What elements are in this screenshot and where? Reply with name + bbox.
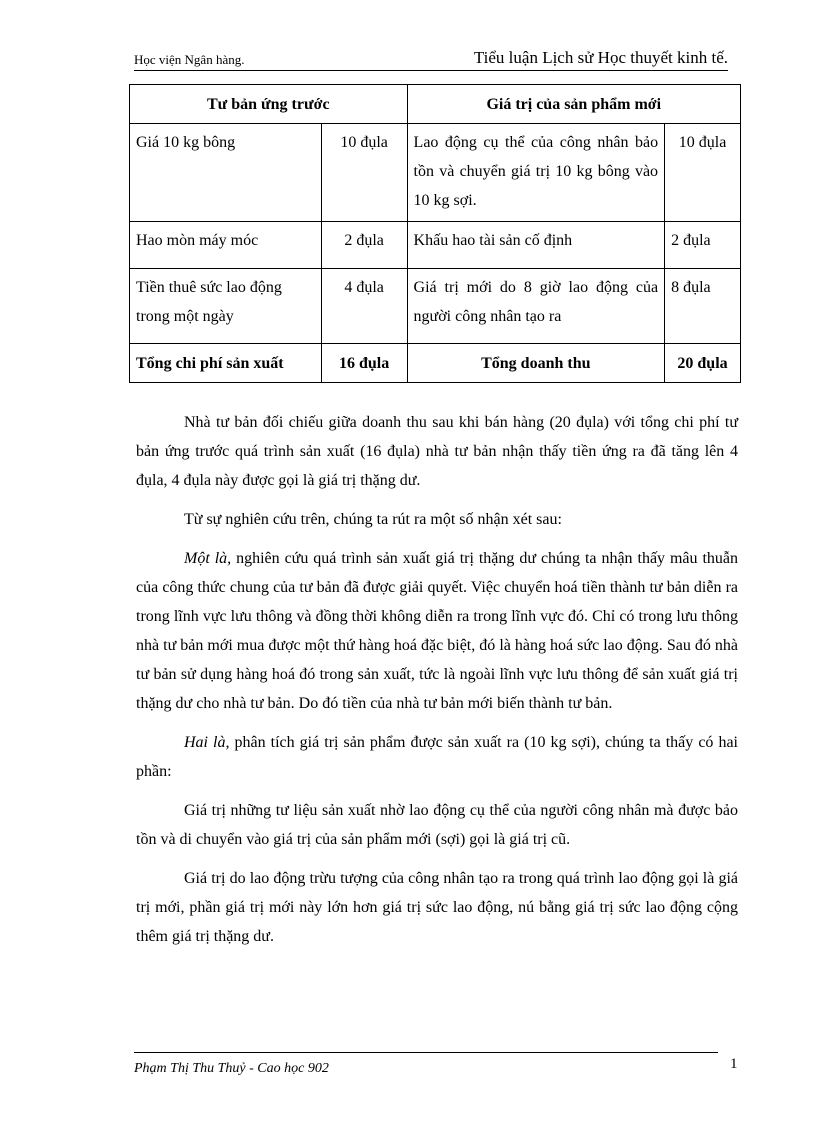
body-text <box>136 408 738 961</box>
paragraph: Giá trị do lao động trừu tượng của công nhân tạo ra trong quá trình lao động gọi là giá trị mới, phần giá trị mới này lớn hơn giá trị sức lao động, nú bằng giá trị sức lao động cộng thêm giá trị thặng dư. <box>136 870 738 945</box>
cell-amount: 8 đụla <box>665 269 741 344</box>
table-total-row <box>130 344 741 383</box>
cell-amount: 2 đụla <box>321 222 407 269</box>
paragraph: Từ sự nghiên cứu trên, chúng ta rút ra một số nhận xét sau: <box>184 511 562 528</box>
paragraph <box>136 728 738 786</box>
total-cost-label: Tổng chi phí sản xuất <box>130 344 322 383</box>
total-revenue-value: 20 đụla <box>665 344 741 383</box>
cell-item: Lao động cụ thể của công nhân bảo tồn và chuyển giá trị 10 kg bông vào 10 kg sợi. <box>407 124 665 222</box>
paragraph-lead: Hai là, <box>184 734 230 751</box>
col1-header: Tư bản ứng trước <box>130 85 408 124</box>
cell-item: Khấu hao tài sản cố định <box>407 222 665 269</box>
cell-amount: 4 đụla <box>321 269 407 344</box>
cell-item: Tiền thuê sức lao động trong một ngày <box>130 269 322 344</box>
table-row <box>130 269 741 344</box>
header-institution: Học viện Ngân hàng. <box>134 52 245 67</box>
paragraph: Nhà tư bản đối chiếu giữa doanh thu sau khi bán hàng (20 đụla) với tổng chi phí tư bản ứng trước quá trình sản xuất (16 đụla) nhà tư bản nhận thấy tiền ứng ra đã tăng lên 4 đụla, 4 đụla này được gọi là giá trị thặng dư. <box>136 414 738 489</box>
cell-amount: 10 đụla <box>321 124 407 222</box>
paragraph-text: nghiên cứu quá trình sản xuất giá trị thặng dư chúng ta nhận thấy mâu thuẫn của công thức chung của tư bản đã được giải quyết. Việc chuyển hoá tiền thành tư bản diễn ra trong lĩnh vực lưu thông và đồng thời không diễn ra trong lĩnh vực đó. Chỉ có trong lưu thông nhà tư bản mới mua được một thứ hàng hoá đặc biệt, đó là hàng hoá sức lao động. Sau đó nhà tư bản sử dụng hàng hoá đó trong sản xuất, tức là ngoài lĩnh vực lưu thông để sản xuất giá trị thặng dư cho nhà tư bản. Do đó tiền của nhà tư bản mới biến thành tư bản. <box>136 550 739 712</box>
table-row <box>130 222 741 269</box>
table-header-row <box>130 85 741 124</box>
header-title: Tiểu luận Lịch sử Học thuyết kinh tế. <box>473 48 728 67</box>
cell-item: Hao mòn máy móc <box>130 222 322 269</box>
page-header <box>134 48 728 71</box>
cell-item: Giá trị mới do 8 giờ lao động của người công nhân tạo ra <box>407 269 665 344</box>
total-cost-value: 16 đụla <box>321 344 407 383</box>
cell-amount: 10 đụla <box>665 124 741 222</box>
paragraph: Giá trị những tư liệu sản xuất nhờ lao động cụ thể của người công nhân mà được bảo tồn và di chuyển vào giá trị của sản phẩm mới (sợi) gọi là giá trị cũ. <box>136 802 738 848</box>
footer-author: Phạm Thị Thu Thuỷ - Cao học 902 <box>134 1061 329 1076</box>
col2-header: Giá trị của sản phẩm mới <box>407 85 740 124</box>
paragraph <box>136 544 738 718</box>
page-footer <box>134 1052 718 1077</box>
total-revenue-label: Tổng doanh thu <box>407 344 665 383</box>
paragraph-text: phân tích giá trị sản phẩm được sản xuất ra (10 kg sợi), chúng ta thấy có hai phần: <box>136 734 738 780</box>
table-row <box>130 124 741 222</box>
page-number: 1 <box>730 1056 738 1072</box>
cell-amount: 2 đụla <box>665 222 741 269</box>
cell-item: Giá 10 kg bông <box>130 124 322 222</box>
paragraph-lead: Một là, <box>184 550 232 567</box>
comparison-table <box>129 84 741 383</box>
